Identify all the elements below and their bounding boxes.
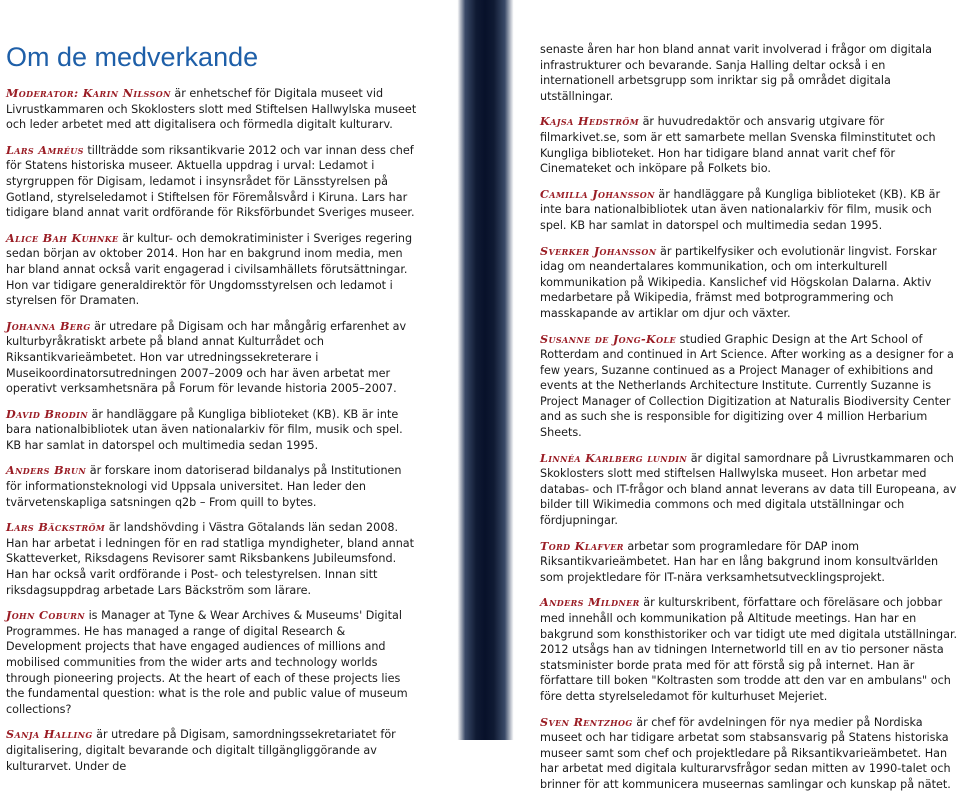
person-name: Linnéa Karlberg lundin (540, 450, 688, 465)
bio-text: studied Graphic Design at the Art School of Rotterdam and continued in Art Science. After working as a designer for a few years, Suzanne continued as a Project Manager of exhibitions and events at the Netherlands Architecture Institute. Currently Suzanne is Project Manager of Collection Digitization at Naturalis Biodiversity Center and as such she is responsible for digitizing over 4 million Herbarium Sheets. (540, 332, 954, 440)
bio-entry (540, 114, 960, 176)
person-name: David Brodin (6, 406, 88, 421)
person-name: Kajsa Hedström (540, 114, 640, 129)
bio-entry (6, 319, 418, 397)
left-column (6, 86, 418, 784)
person-name: John Coburn (6, 608, 86, 623)
person-name: Anders Brun (6, 463, 87, 478)
person-name: Camilla Johansson (540, 186, 655, 201)
person-name: Sverker Johansson (540, 243, 657, 258)
bio-text: är kulturskribent, författare och föreläsare och jobbar med innehåll och kommunikation på Altitude meetings. Han har en bakgrund som konsthistoriker och var tidigt ute med digitala utställningar. 2012 utsågs han av tidningen Internetworld till en av tio personer nästa statsminister borde prata med för att förstå sig på internet. Han är författare till boken "Koltrasten som trodde att den var en ambulans" och före detta styrelseledamot för kulturhuset Mejeriet. (540, 596, 958, 703)
bio-entry (540, 451, 960, 529)
bio-entry (540, 244, 960, 322)
bio-text: är utredare på Digisam och har mångårig erfarenhet av kulturbyråkratiskt arbete på bland annat Kulturrådet och Riksantikvarieämbetet. Hon var utredningssekreterare i Museikoordinatorsutredningen 2007–2009 och har även arbetat mer operativt verksamhetsnära på Forum för levande historia 2005–2007. (6, 319, 407, 396)
right-column (540, 42, 960, 803)
bio-entry (540, 187, 960, 234)
person-name: Johanna Berg (6, 318, 91, 333)
bio-entry (6, 520, 418, 598)
bio-entry (540, 539, 960, 586)
bio-entry (540, 332, 960, 441)
bio-entry (6, 407, 418, 454)
person-name: Susanne de Jong-Kole (540, 331, 677, 346)
bio-text: är partikelfysiker och evolutionär lingvist. Forskar idag om neandertalares kommunikation, och om interkulturell kommunikation på Wikipedia. Kanslichef vid Högskolan Dalarna. Aktiv medarbetare på Wikipedia, främst med botprogrammering och masskapande av artiklar om djur och växter. (540, 244, 937, 320)
bio-entry (6, 608, 418, 717)
person-name: Sven Rentzhog (540, 714, 633, 729)
person-name: Alice Bah Kuhnke (6, 230, 119, 245)
person-name: Moderator: Karin Nilsson (6, 86, 171, 100)
bio-entry (6, 86, 418, 133)
bio-entry (6, 143, 418, 221)
bio-text: är chef för avdelningen för nya medier på Nordiska museet och har tidigare arbetat som stabsansvarig på Statens historiska museer samt som chef och projektledare på Riksantikvarieämbetet. Han har arbetat med digitala kulturarvsfrågor sedan mitten av 1990-talet och brinner för att kommunicera museernas samlingar och kunskap på nätet. (540, 715, 951, 791)
bio-entry (540, 595, 960, 704)
bio-text: senaste åren har hon bland annat varit involverad i frågor om digitala infrastrukturer och bevarande. Sanja Halling deltar också i en internationell arbetsgrupp som inriktar sig på området digitala utställningar. (540, 43, 932, 103)
page-title: Om de medverkande (6, 42, 259, 72)
bio-entry (540, 715, 960, 793)
person-name: Sanja Halling (6, 727, 93, 742)
bio-text: tillträdde som riksantikvarie 2012 och var innan dess chef för Statens historiska museer. Aktuella uppdrag i urval: Ledamot i styrgruppen för Digisam, ledamot i insynsrådet för Länsstyrelsen på Gotland, styrelseledamot i Stiftelsen för Föremålsvård i Kiruna. Lars har tidigare bland annat varit ordförande för Riksförbundet Sveriges museer. (6, 143, 415, 220)
bio-entry (6, 727, 418, 774)
page-gutter (430, 0, 540, 740)
right-page (540, 0, 960, 791)
person-name: Lars Bäckström (6, 520, 106, 535)
person-name: Tord Klafver (540, 538, 624, 553)
bio-text: är huvudredaktör och ansvarig utgivare för filmarkivet.se, som är ett samarbete mellan Svenska filminstitutet och Kungliga biblioteket. Hon har tidigare bland annat varit chef för Cinemateket och inköpare på Folkets bio. (540, 115, 936, 176)
bio-text: är enhetschef för Digitala museet vid Livrustkammaren och Skoklosters slott med Stiftelsen Hallwylska museet och leder arbetet med att digitalisera och förmedla digitalt kulturarv. (6, 87, 417, 132)
bio-text: är utredare på Digisam, samordningssekretariatet för digitalisering, digitalt bevarande och digitalt tillgängliggörande av kulturarvet. Under de (6, 728, 396, 773)
bio-text: är digital samordnare på Livrustkammaren och Skoklosters slott med stiftelsen Hallwylska museet. Hon arbetar med databas- och IT-frågor och bland annat leverans av data till Europeana, av bilder till Wikimedia commons och med digitala utställningar och fördjupningar. (540, 451, 957, 528)
person-name: Lars Amréus (6, 142, 84, 157)
bio-text: är handläggare på Kungliga biblioteket (KB). KB är inte bara nationalbibliotek utan även nationalarkiv för film, musik och spel. KB har samlat in datorspel och multimedia sedan 1995. (6, 407, 403, 452)
bio-entry (540, 42, 960, 104)
bio-text: arbetar som programledare för DAP inom Riksantikvarieämbetet. Han har en lång bakgrund inom konsultvärlden som projektledare för IT-nära verksamhetsutvecklingsprojekt. (540, 539, 939, 584)
bio-text: är forskare inom datoriserad bildanalys på Institutionen för informationsteknologi vid Uppsala universitet. Han leder den tvärvetenskapliga satsningen q2b – From quill to bytes. (6, 464, 402, 509)
bio-text: is Manager at Tyne & Wear Archives & Museums' Digital Programmes. He has managed a range of digital Research & Development projects that have engaged audiences of millions and mobilised communities from the wider arts and technology worlds through pioneering projects. At the heart of each of these projects lies the fundamental question: what is the role and public value of museum collections? (6, 609, 408, 716)
bio-text: är landshövding i Västra Götalands län sedan 2008. Han har arbetat i ledningen för en rad statliga myndigheter, bland annat Skatteverket, Riksdagens Revisorer samt Riksbankens Jubileumsfond. Han har också varit ordförande i Post- och telestyrelsen. Innan sitt riksdagsuppdrag arbetade Lars Bäckström som lärare. (6, 521, 415, 597)
person-name: Anders Mildner (540, 595, 640, 610)
bio-entry (6, 463, 418, 510)
bio-entry (6, 231, 418, 309)
bio-text: är kultur- och demokratiminister i Sveriges regering sedan början av oktober 2014. Hon har en bakgrund inom media, men har bland annat också varit engagerad i civilsamhällets förutsättningar. Hon var tidigare generaldirektör för Ungdomsstyrelsen och ledamot i styrelsen för Dramaten. (6, 231, 413, 308)
bio-text: är handläggare på Kungliga biblioteket (KB). KB är inte bara nationalbibliotek utan även nationalarkiv för film, musik och spel. KB har samlat in datorspel och multimedia sedan 1995. (540, 187, 941, 232)
left-page (0, 0, 430, 773)
